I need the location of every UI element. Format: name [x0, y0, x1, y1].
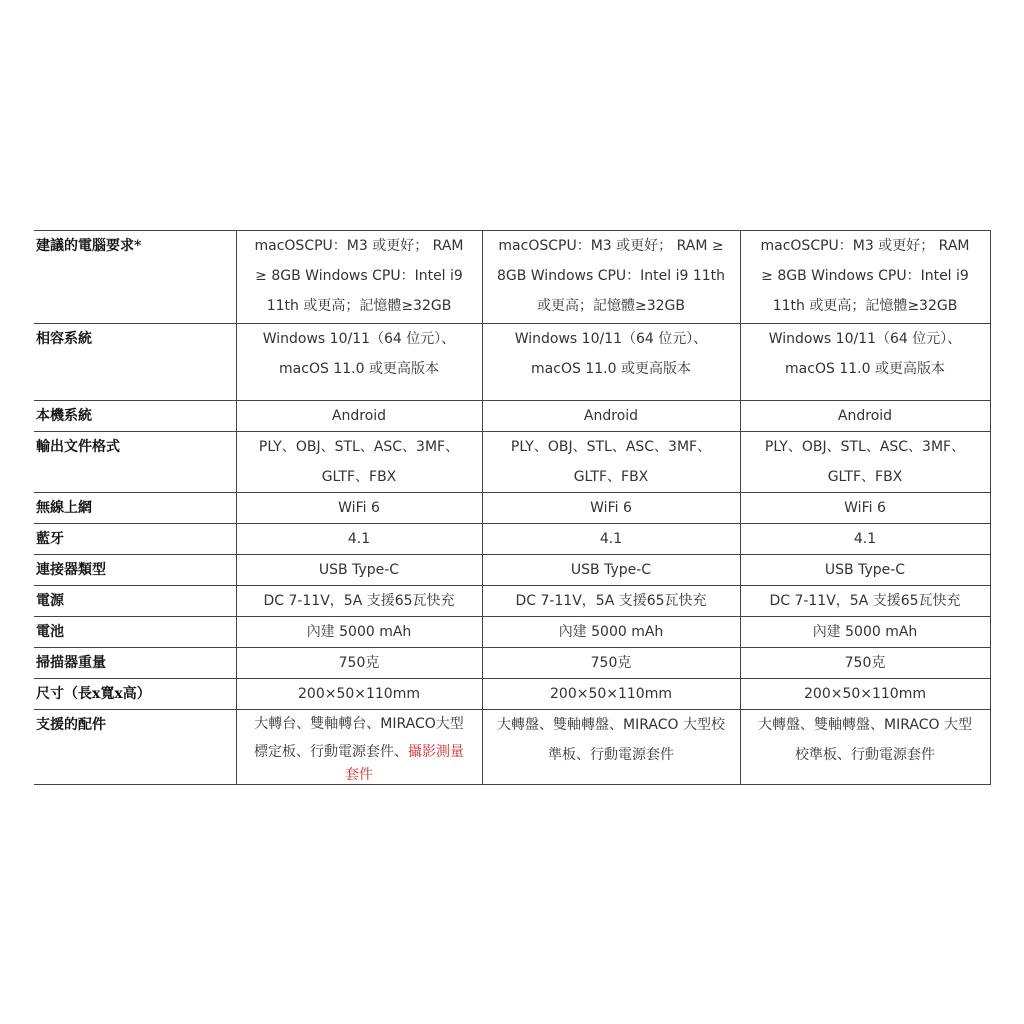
spec-cell: 200×50×110mm — [482, 679, 740, 710]
cell-line: GLTF、FBX — [827, 469, 903, 485]
spec-cell: USB Type-C — [482, 555, 740, 586]
spec-cell: 內建 5000 mAh — [740, 617, 990, 648]
cell-line: macOS 11.0 或更高版本 — [785, 361, 945, 377]
spec-cell: 750克 — [236, 648, 482, 679]
row-label: 支援的配件 — [34, 710, 236, 785]
cell-line: Windows 10/11（64 位元）、 — [262, 331, 456, 347]
spec-cell — [740, 432, 990, 493]
cell-line: Windows 10/11（64 位元）、 — [768, 331, 962, 347]
row-power — [34, 586, 990, 617]
row-native-system — [34, 401, 990, 432]
row-compatible-systems — [34, 324, 990, 401]
cell-line: macOSCPU：M3 或更好； RAM ≥ — [498, 238, 724, 254]
spec-cell: DC 7-11V，5A 支援65瓦快充 — [236, 586, 482, 617]
cell-line: macOS 11.0 或更高版本 — [279, 361, 439, 377]
cell-line: 校準板、行動電源套件 — [795, 747, 935, 763]
cell-line: 大轉台、雙軸轉台、MIRACO大型 — [254, 716, 464, 732]
cell-line: macOSCPU：M3 或更好； RAM — [760, 238, 970, 254]
spec-cell: 4.1 — [482, 524, 740, 555]
cell-line: 8GB Windows CPU：Intel i9 11th — [496, 268, 726, 284]
spec-cell — [482, 324, 740, 401]
cell-line: ≥ 8GB Windows CPU：Intel i9 — [761, 268, 969, 284]
highlighted-accessory-text: 套件 — [345, 767, 373, 783]
row-label: 尺寸（長x寬x高） — [34, 679, 236, 710]
spec-cell — [740, 710, 990, 785]
row-battery — [34, 617, 990, 648]
row-label: 電池 — [34, 617, 236, 648]
spec-cell: DC 7-11V，5A 支援65瓦快充 — [482, 586, 740, 617]
spec-cell: 200×50×110mm — [236, 679, 482, 710]
row-label: 藍牙 — [34, 524, 236, 555]
row-label: 輸出文件格式 — [34, 432, 236, 493]
spec-cell: Android — [740, 401, 990, 432]
cell-line: 準板、行動電源套件 — [548, 747, 674, 763]
row-label: 相容系統 — [34, 324, 236, 401]
cell-line: GLTF、FBX — [321, 469, 397, 485]
spec-cell: USB Type-C — [740, 555, 990, 586]
spec-cell — [482, 432, 740, 493]
spec-cell: WiFi 6 — [740, 493, 990, 524]
row-connector-type — [34, 555, 990, 586]
spec-cell: 750克 — [740, 648, 990, 679]
row-scanner-weight — [34, 648, 990, 679]
cell-line: macOS 11.0 或更高版本 — [531, 361, 691, 377]
spec-cell: 200×50×110mm — [740, 679, 990, 710]
spec-cell: 4.1 — [740, 524, 990, 555]
cell-line: 11th 或更高；記憶體≥32GB — [266, 298, 452, 314]
row-output-formats — [34, 432, 990, 493]
spec-cell — [236, 432, 482, 493]
spec-cell — [236, 231, 482, 324]
spec-cell — [740, 231, 990, 324]
cell-line: macOSCPU：M3 或更好； RAM — [254, 238, 464, 254]
row-computer-requirements — [34, 231, 990, 324]
spec-cell: 4.1 — [236, 524, 482, 555]
spec-cell — [236, 324, 482, 401]
row-bluetooth — [34, 524, 990, 555]
spec-cell: WiFi 6 — [482, 493, 740, 524]
cell-line: 或更高；記憶體≥32GB — [537, 298, 685, 314]
accessory-text: 標定板、行動電源套件、 — [254, 744, 408, 760]
cell-line: 11th 或更高；記憶體≥32GB — [772, 298, 958, 314]
row-label: 連接器類型 — [34, 555, 236, 586]
spec-cell — [482, 231, 740, 324]
spec-cell: WiFi 6 — [236, 493, 482, 524]
spec-cell — [236, 710, 482, 785]
spec-cell: DC 7-11V，5A 支援65瓦快充 — [740, 586, 990, 617]
spec-table — [34, 230, 991, 785]
row-label: 無線上網 — [34, 493, 236, 524]
row-label: 掃描器重量 — [34, 648, 236, 679]
spec-cell: 750克 — [482, 648, 740, 679]
spec-cell — [482, 710, 740, 785]
spec-cell: Android — [482, 401, 740, 432]
row-label: 建議的電腦要求* — [34, 231, 236, 324]
cell-line: ≥ 8GB Windows CPU：Intel i9 — [255, 268, 463, 284]
spec-cell: USB Type-C — [236, 555, 482, 586]
cell-line: Windows 10/11（64 位元）、 — [514, 331, 708, 347]
spec-cell: 內建 5000 mAh — [482, 617, 740, 648]
spec-cell: 內建 5000 mAh — [236, 617, 482, 648]
cell-line: 大轉盤、雙軸轉盤、MIRACO 大型校 — [497, 717, 725, 733]
row-label: 電源 — [34, 586, 236, 617]
row-dimensions — [34, 679, 990, 710]
cell-line: GLTF、FBX — [573, 469, 649, 485]
row-supported-accessories — [34, 710, 990, 785]
spec-cell — [740, 324, 990, 401]
cell-line: 大轉盤、雙軸轉盤、MIRACO 大型 — [758, 717, 972, 733]
cell-line: PLY、OBJ、STL、ASC、3MF、 — [510, 439, 712, 455]
cell-line — [240, 738, 479, 766]
highlighted-accessory-text: 攝影測量 — [408, 744, 464, 760]
cell-line: PLY、OBJ、STL、ASC、3MF、 — [764, 439, 966, 455]
row-label: 本機系統 — [34, 401, 236, 432]
row-wifi — [34, 493, 990, 524]
spec-cell: Android — [236, 401, 482, 432]
cell-line: PLY、OBJ、STL、ASC、3MF、 — [258, 439, 460, 455]
